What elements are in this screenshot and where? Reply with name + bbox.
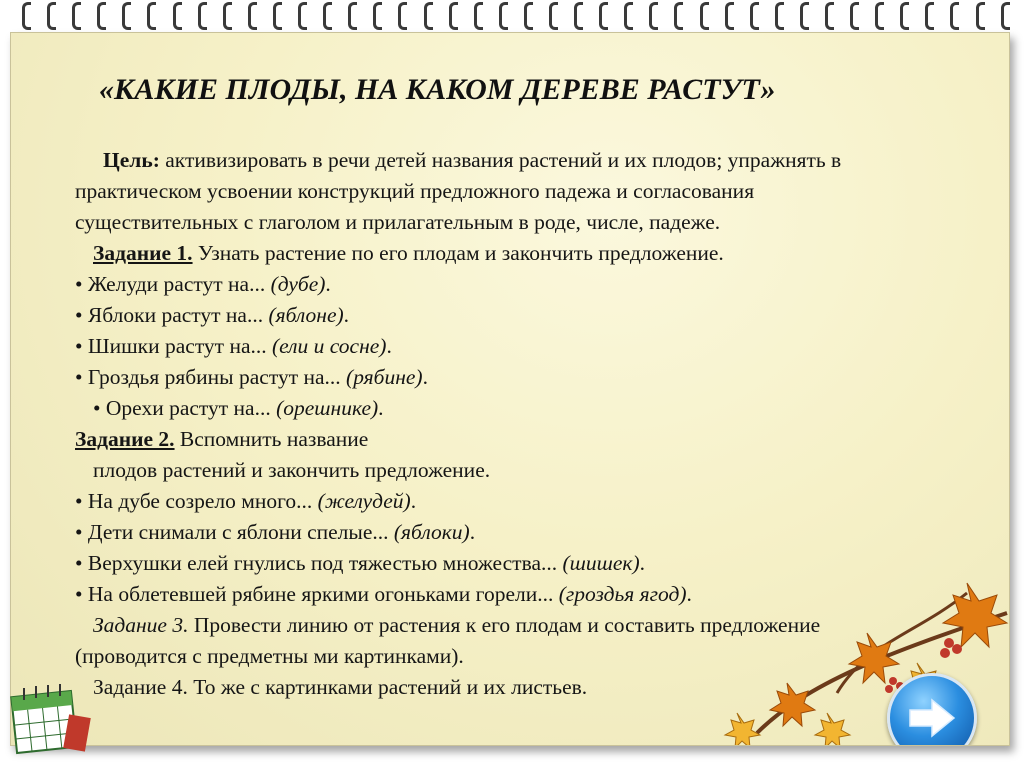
- task3-text-2: (проводится с предметны ми картинками).: [75, 644, 464, 668]
- task3-text: Провести линию от растения к его плодам и составить предложение: [188, 613, 821, 637]
- binding-ring: [750, 2, 759, 30]
- list-item: • На облетевшей рябине яркими огоньками горели... (гроздья ягод).: [75, 582, 692, 606]
- goal-label: Цель:: [103, 148, 160, 172]
- binding-ring: [499, 2, 508, 30]
- binding-ring: [549, 2, 558, 30]
- binding-ring: [273, 2, 282, 30]
- spiral-binding-icon: [0, 0, 1024, 34]
- task2-label: Задание 2.: [75, 427, 175, 451]
- binding-ring: [1001, 2, 1010, 30]
- binding-ring: [775, 2, 784, 30]
- task3-label: Задание 3.: [93, 613, 189, 637]
- binding-ring: [248, 2, 257, 30]
- binding-ring: [449, 2, 458, 30]
- task1-label: Задание 1.: [93, 241, 193, 265]
- binding-ring: [223, 2, 232, 30]
- answer: (дубе): [270, 272, 326, 296]
- binding-ring: [323, 2, 332, 30]
- list-item: • Яблоки растут на... (яблоне).: [75, 303, 350, 327]
- binding-ring: [47, 2, 56, 30]
- binding-ring: [725, 2, 734, 30]
- answer: (гроздья ягод): [558, 582, 687, 606]
- binding-ring: [524, 2, 533, 30]
- task2-text-2: плодов растений и закончить предложение.: [93, 458, 491, 482]
- binding-ring: [574, 2, 583, 30]
- binding-ring: [850, 2, 859, 30]
- list-item: • Верхушки елей гнулись под тяжестью множества... (шишек).: [75, 551, 646, 575]
- binding-ring: [825, 2, 834, 30]
- binding-ring: [674, 2, 683, 30]
- arrow-right-icon: [906, 696, 958, 740]
- binding-ring: [474, 2, 483, 30]
- goal-text-2: практическом усвоении конструкций предложного падежа и согласования: [75, 179, 755, 203]
- task2-text: Вспомнить название: [174, 427, 369, 451]
- binding-ring: [976, 2, 985, 30]
- binding-ring: [72, 2, 81, 30]
- list-item: • Дети снимали с яблони спелые... (яблоки).: [75, 520, 476, 544]
- task1-heading: [75, 238, 995, 269]
- task1-text: Узнать растение по его плодам и закончить предложение.: [192, 241, 724, 265]
- list-item: • Гроздья рябины растут на... (рябине).: [75, 365, 428, 389]
- binding-ring: [624, 2, 633, 30]
- goal-text-3: существительных с глаголом и прилагательным в роде, числе, падеже.: [75, 210, 721, 234]
- binding-ring: [700, 2, 709, 30]
- binding-ring: [875, 2, 884, 30]
- notebook-page: [10, 32, 1010, 746]
- list-item: • На дубе созрело много... (желудей).: [75, 489, 417, 513]
- binding-ring: [800, 2, 809, 30]
- binding-ring: [122, 2, 131, 30]
- binding-ring: [373, 2, 382, 30]
- answer: (яблоки): [393, 520, 470, 544]
- task4-text: Задание 4. То же с картинками растений и их листьев.: [93, 675, 588, 699]
- binding-ring: [348, 2, 357, 30]
- goal-text: активизировать в речи детей названия растений и их плодов; упражнять в: [159, 148, 842, 172]
- binding-ring: [398, 2, 407, 30]
- answer: (рябине): [346, 365, 423, 389]
- list-item: • Орехи растут на... (орешнике).: [93, 396, 384, 420]
- answer: (ели и сосне): [272, 334, 387, 358]
- binding-ring: [649, 2, 658, 30]
- binding-ring: [298, 2, 307, 30]
- binding-ring: [198, 2, 207, 30]
- list-item: • Желуди растут на... (дубе).: [75, 272, 331, 296]
- answer: (желудей): [317, 489, 411, 513]
- calendar-icon: [8, 680, 94, 756]
- binding-ring: [147, 2, 156, 30]
- binding-ring: [925, 2, 934, 30]
- list-item: • Шишки растут на... (ели и сосне).: [75, 334, 392, 358]
- binding-ring: [599, 2, 608, 30]
- answer: (орешнике): [276, 396, 379, 420]
- task2-heading: [75, 424, 995, 455]
- binding-ring: [424, 2, 433, 30]
- goal-line: [75, 145, 995, 176]
- slide-title: «КАКИЕ ПЛОДЫ, НА КАКОМ ДЕРЕВЕ РАСТУТ»: [99, 73, 776, 106]
- answer: (шишек): [562, 551, 640, 575]
- binding-ring: [97, 2, 106, 30]
- binding-ring: [22, 2, 31, 30]
- binding-ring: [900, 2, 909, 30]
- answer: (яблоне): [268, 303, 344, 327]
- binding-ring: [950, 2, 959, 30]
- binding-ring: [173, 2, 182, 30]
